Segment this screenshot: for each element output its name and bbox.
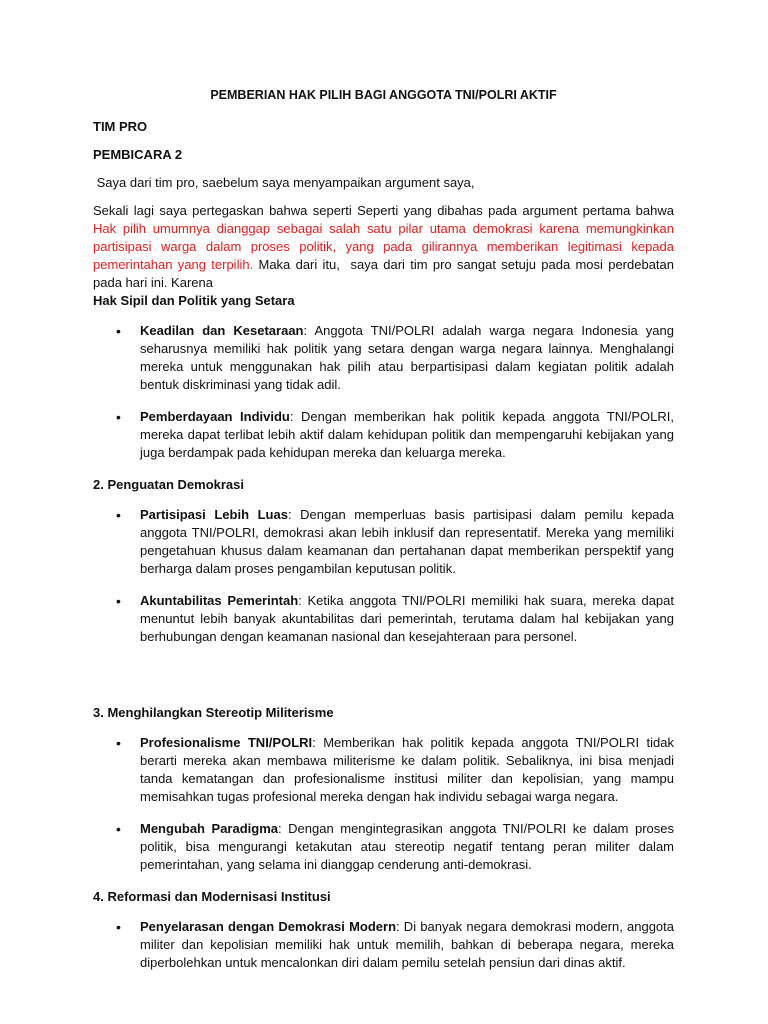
section4-heading: 4. Reformasi dan Modernisasi Institusi [93,889,331,904]
list-item [140,918,674,972]
list-item [140,734,674,806]
list-item [140,506,674,578]
list-item-term: Penyelarasan dengan Demokrasi Modern [140,919,397,934]
list-item-text: : Dengan memberikan hak politik kepada anggota TNI/POLRI, mereka dapat terlibat lebih aktif dalam kehidupan politik dan mempengaruhi kebijakan yang juga berdampak pada kehidupan mereka dan keluarga mereka. [140,409,674,460]
list-item-term: Partisipasi Lebih Luas [140,507,288,522]
blank-space [93,660,674,704]
section1-list [93,322,674,462]
list-item-text: : Di banyak negara demokrasi modern, anggota militer dan kepolisian memiliki hak untuk memilih, bahkan di beberapa negara, mereka diperbolehkan untuk mencalonkan diri dalam pemilu setelah pensiun dari dinas aktif. [140,919,675,970]
list-item [140,408,674,462]
section3-list [93,734,674,874]
list-item-term: Profesionalisme TNI/POLRI [140,735,313,750]
list-item-text: : Anggota TNI/POLRI adalah warga negara Indonesia yang seharusnya memiliki hak politik yang setara dengan warga negara lainnya. Menghalangi mereka untuk menggunakan hak pilih atau berpartisipasi dalam kegiatan politik adalah bentuk diskriminasi yang tidak adil. [140,323,674,392]
section2-list [93,506,674,646]
list-item [140,820,674,874]
list-item-text: : Ketika anggota TNI/POLRI memiliki hak suara, mereka dapat menuntut lebih banyak akuntabilitas dari pemerintah, terutama dalam hal kebijakan yang berhubungan dengan keamanan nasional dan kesejahteraan para personel. [140,593,675,644]
argument-tail: Maka dari itu, saya dari tim pro sangat setuju pada mosi perdebatan pada hari ini. Karena [93,257,678,290]
document-title: PEMBERIAN HAK PILIH BAGI ANGGOTA TNI/POLRI AKTIF [210,88,557,102]
list-item-text: : Dengan memperluas basis partisipasi dalam pemilu kepada anggota TNI/POLRI, demokrasi akan lebih inklusif dan representatif. Mereka yang memiliki pengetahuan khusus dalam keamanan dan pertahanan dapat memberikan perspektif yang berharga dalam proses pengambilan keputusan politik. [140,507,674,576]
team-label: TIM PRO [93,119,148,134]
argument-highlight: Hak pilih umumnya dianggap sebagai salah satu pilar utama demokrasi karena memungkinkan partisipasi warga dalam proses politik, yang pada gilirannya memberikan legitimasi kepada pemerintahan yang terpilih. [93,221,674,272]
list-item-term: Keadilan dan Kesetaraan [140,323,304,338]
section4-list [93,918,674,972]
intro-paragraph: Saya dari tim pro, saebelum saya menyampaikan argument saya, [93,175,475,190]
list-item-term: Pemberdayaan Individu [140,409,290,424]
list-item [140,322,674,394]
civil-rights-subhead: Hak Sipil dan Politik yang Setara [93,293,295,308]
speaker-label: PEMBICARA 2 [93,147,183,162]
section3-heading: 3. Menghilangkan Stereotip Militerisme [93,705,334,720]
argument-paragraph [93,202,678,310]
list-item [140,592,674,646]
list-item-text: : Memberikan hak politik kepada anggota TNI/POLRI tidak berarti mereka akan membawa militerisme ke dalam politik. Sebaliknya, ini bisa menjadi tanda kematangan dan profesionalisme institusi militer dan kepolisian, yang mampu memisahkan tugas profesional mereka dengan hak individu sebagai warga negara. [140,735,674,804]
section2-heading: 2. Penguatan Demokrasi [93,477,244,492]
list-item-term: Akuntabilitas Pemerintah [140,593,299,608]
argument-lead: Sekali lagi saya pertegaskan bahwa seperti Seperti yang dibahas pada argument pertama bahwa [93,203,674,218]
list-item-term: Mengubah Paradigma [140,821,279,836]
list-item-text: : Dengan mengintegrasikan anggota TNI/POLRI ke dalam proses politik, bisa mengurangi ketakutan atau stereotip negatif tentang peran militer dalam pemerintahan, yang selama ini dianggap cenderung anti-demokrasi. [140,821,675,872]
